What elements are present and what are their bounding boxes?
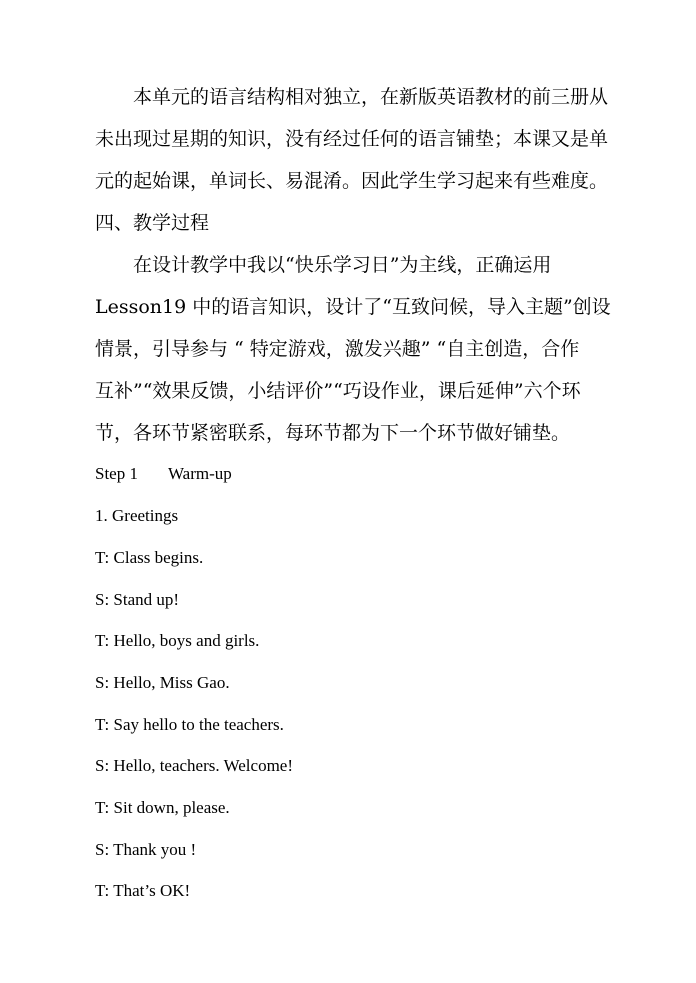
- intro-line-1: 本单元的语言结构相对独立，在新版英语教材的前三册从: [133, 86, 609, 108]
- dialogue-line: S: Hello, Miss Gao.: [95, 673, 230, 692]
- process-line-3: 情景，引导参与 “ 特定游戏，激发兴趣” “自主创造，合作: [95, 338, 580, 360]
- greetings-heading: 1. Greetings: [95, 506, 179, 525]
- step-heading: [95, 461, 615, 487]
- dialogue-line: T: Hello, boys and girls.: [95, 631, 260, 650]
- step-number: Step 1: [95, 464, 138, 483]
- intro-line-3: 元的起始课，单词长、易混淆。因此学生学习起来有些难度。: [95, 170, 609, 192]
- intro-line-2: 未出现过星期的知识，没有经过任何的语言铺垫；本课又是单: [95, 128, 609, 150]
- dialogue-line: T: Say hello to the teachers.: [95, 715, 284, 734]
- section-heading: 四、教学过程: [95, 212, 210, 234]
- dialogue-line: S: Thank you !: [95, 840, 197, 859]
- dialogue-line: T: That’s OK!: [95, 881, 191, 900]
- process-line-5: 节，各环节紧密联系，每环节都为下一个环节做好铺垫。: [95, 422, 571, 444]
- step-title: Warm-up: [167, 464, 232, 483]
- dialogue-line: S: Stand up!: [95, 590, 180, 609]
- dialogue-line: S: Hello, teachers. Welcome!: [95, 756, 293, 775]
- process-line-1: 在设计教学中我以“快乐学习日”为主线，正确运用: [133, 254, 552, 276]
- dialogue-line: T: Class begins.: [95, 548, 204, 567]
- dialogue-line: T: Sit down, please.: [95, 798, 230, 817]
- process-line-4: 互补”“效果反馈，小结评价”“巧设作业，课后延伸”六个环: [95, 380, 581, 402]
- process-line-2: Lesson19 中的语言知识，设计了“互致问候，导入主题”创设: [95, 296, 611, 318]
